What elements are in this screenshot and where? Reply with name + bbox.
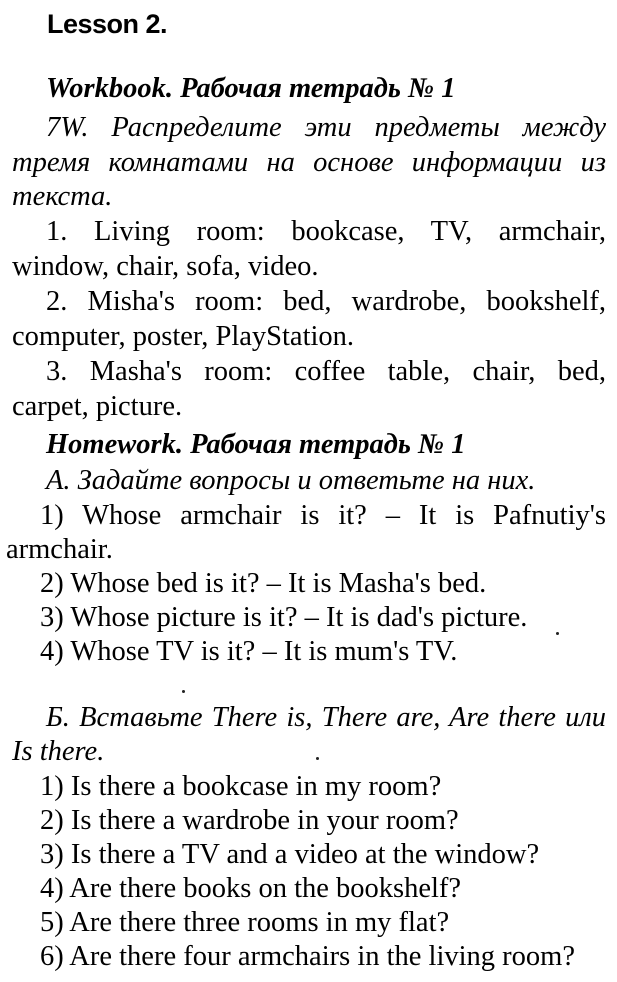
task-a-item-4: 4) Whose TV is it? – It is mum's TV. — [40, 636, 458, 667]
task-a-item-3: 3) Whose picture is it? – It is dad's picture. — [40, 602, 528, 633]
workbook-answer-3-line-2: carpet, picture. — [12, 391, 183, 422]
homework-task-b-line-1: Б. Вставьте There is, There are, Are there или — [46, 702, 606, 733]
workbook-task-line-1: 7W. Распределите эти предметы между — [46, 112, 606, 143]
workbook-answer-2-line-2: computer, poster, PlayStation. — [12, 321, 355, 352]
workbook-task-line-2: тремя комнатами на основе информации из — [12, 147, 606, 178]
scan-speck — [316, 757, 319, 760]
task-b-item-2: 2) Is there a wardrobe in your room? — [40, 805, 459, 836]
scan-speck — [556, 632, 559, 635]
scan-speck — [182, 690, 185, 693]
workbook-answer-1-line-2: window, chair, sofa, video. — [12, 251, 319, 282]
task-b-item-6: 6) Are there four armchairs in the living room? — [40, 941, 575, 972]
task-a-item-2: 2) Whose bed is it? – It is Masha's bed. — [40, 568, 487, 599]
task-b-item-1: 1) Is there a bookcase in my room? — [40, 771, 442, 802]
homework-heading: Homework. Рабочая тетрадь № 1 — [46, 429, 466, 460]
homework-task-b-line-2: Is there. — [12, 736, 105, 767]
lesson-title: Lesson 2. — [47, 9, 168, 39]
task-a-item-1-line-1: 1) Whose armchair is it? – It is Pafnutiy's — [40, 500, 606, 531]
homework-task-a: А. Задайте вопросы и ответьте на них. — [46, 465, 536, 496]
workbook-task-line-3: текста. — [12, 181, 113, 212]
workbook-answer-3-line-1: 3. Masha's room: coffee table, chair, bed, — [46, 356, 606, 387]
workbook-heading: Workbook. Рабочая тетрадь № 1 — [46, 73, 456, 104]
workbook-answer-1-line-1: 1. Living room: bookcase, TV, armchair, — [46, 216, 606, 247]
task-b-item-3: 3) Is there a TV and a video at the window? — [40, 839, 540, 870]
task-a-item-1-line-2: armchair. — [6, 534, 113, 565]
task-b-item-5: 5) Are there three rooms in my flat? — [40, 907, 450, 938]
task-b-item-4: 4) Are there books on the bookshelf? — [40, 873, 462, 904]
workbook-answer-2-line-1: 2. Misha's room: bed, wardrobe, bookshelf, — [46, 286, 606, 317]
